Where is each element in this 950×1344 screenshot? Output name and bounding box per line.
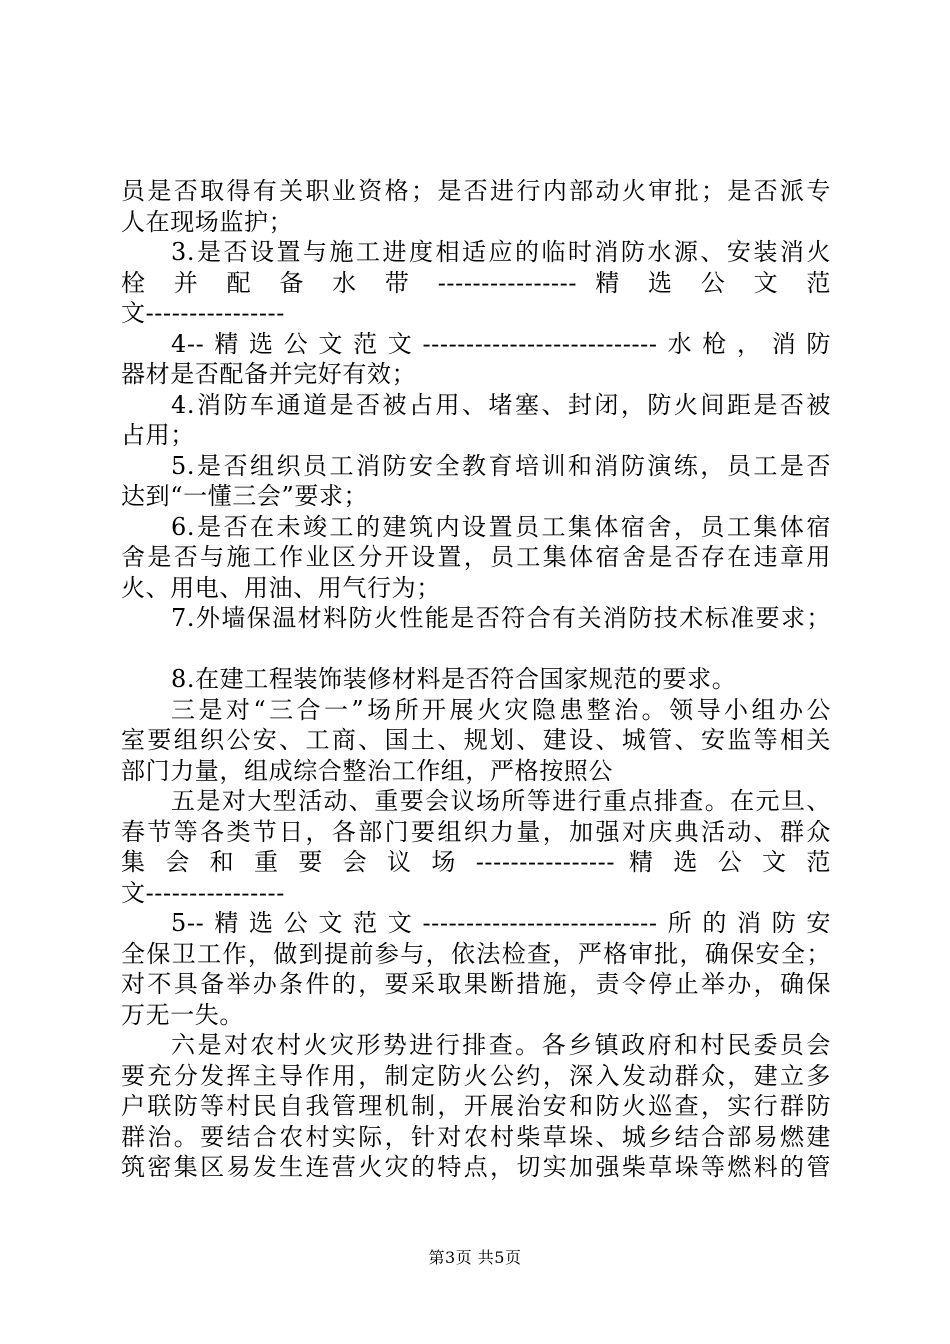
text-line: 6.是否在未竣工的建筑内设置员工集体宿舍，员工集体宿	[171, 512, 831, 541]
paragraph-gap	[121, 634, 831, 665]
text-line: 对不具备举办条件的，要采取果断措施，责令停止举办，确保	[121, 970, 831, 998]
text-line: 5.是否组织员工消防安全教育培训和消防演练，员工是否	[171, 451, 831, 480]
text-line: 全保卫工作，做到提前参与，依法检查，严格审批，确保安全；	[121, 939, 831, 968]
text-line: 筑密集区易发生连营火灾的特点，切实加强柴草垛等燃料的管	[121, 1153, 831, 1181]
text-line: 要充分发挥主导作用，制定防火公约，深入发动群众，建立多	[121, 1061, 831, 1090]
text-line: 栓 并 配 备 水 带 ---------------- 精 选 公 文 范	[121, 268, 831, 297]
text-line: 群治。要结合农村实际，针对农村柴草垛、城乡结合部易燃建	[121, 1122, 831, 1151]
text-line: 舍是否与施工作业区分开设置，员工集体宿舍是否存在违章用	[121, 543, 831, 571]
text-line: 7.外墙保温材料防火性能是否符合有关消防技术标准要求；	[171, 604, 831, 632]
text-line: 户联防等村民自我管理机制，开展治安和防火巡查，实行群防	[121, 1092, 831, 1120]
text-line: 器材是否配备并完好有效；	[121, 360, 417, 388]
text-line: 人在现场监护；	[121, 207, 294, 236]
text-line: 六是对农村火灾形势进行排查。各乡镇政府和村民委员会	[171, 1031, 831, 1059]
text-line: 文----------------	[121, 299, 285, 327]
page-footer: 第3页 共5页	[428, 1248, 522, 1267]
text-line: 8.在建工程装饰装修材料是否符合国家规范的要求。	[171, 665, 737, 693]
text-line: 占用；	[121, 421, 195, 449]
document-body	[121, 176, 831, 1183]
text-line: 4.消防车通道是否被占用、堵塞、封闭，防火间距是否被	[171, 390, 831, 419]
text-line: 火、用电、用油、用气行为；	[121, 573, 441, 602]
text-line: 三是对“三合一”场所开展火灾隐患整治。领导小组办公	[171, 695, 831, 724]
text-line: 3.是否设置与施工进度相适应的临时消防水源、安装消火	[171, 238, 831, 266]
text-line: 万无一失。	[121, 1000, 244, 1029]
text-line: 室要组织公安、工商、国土、规划、建设、城管、安监等相关	[121, 726, 831, 754]
text-line: 五是对大型活动、重要会议场所等进行重点排查。在元旦、	[171, 787, 831, 815]
text-line: 5--精选公文范文---------------------------所的消防安	[171, 909, 831, 937]
text-line: 集 会 和 重 要 会 议 场 ---------------- 精 选 公 文 范	[121, 848, 831, 876]
text-line: 4--精选公文范文---------------------------水枪，消防	[171, 329, 831, 358]
text-line: 部门力量，组成综合整治工作组，严格按照公	[121, 756, 613, 785]
text-line: 员是否取得有关职业资格；是否进行内部动火审批；是否派专	[121, 177, 831, 205]
text-line: 春节等各类节日，各部门要组织力量，加强对庆典活动、群众	[121, 817, 831, 846]
text-line: 达到“一懂三会”要求；	[121, 482, 369, 510]
text-line: 文----------------	[121, 878, 285, 907]
